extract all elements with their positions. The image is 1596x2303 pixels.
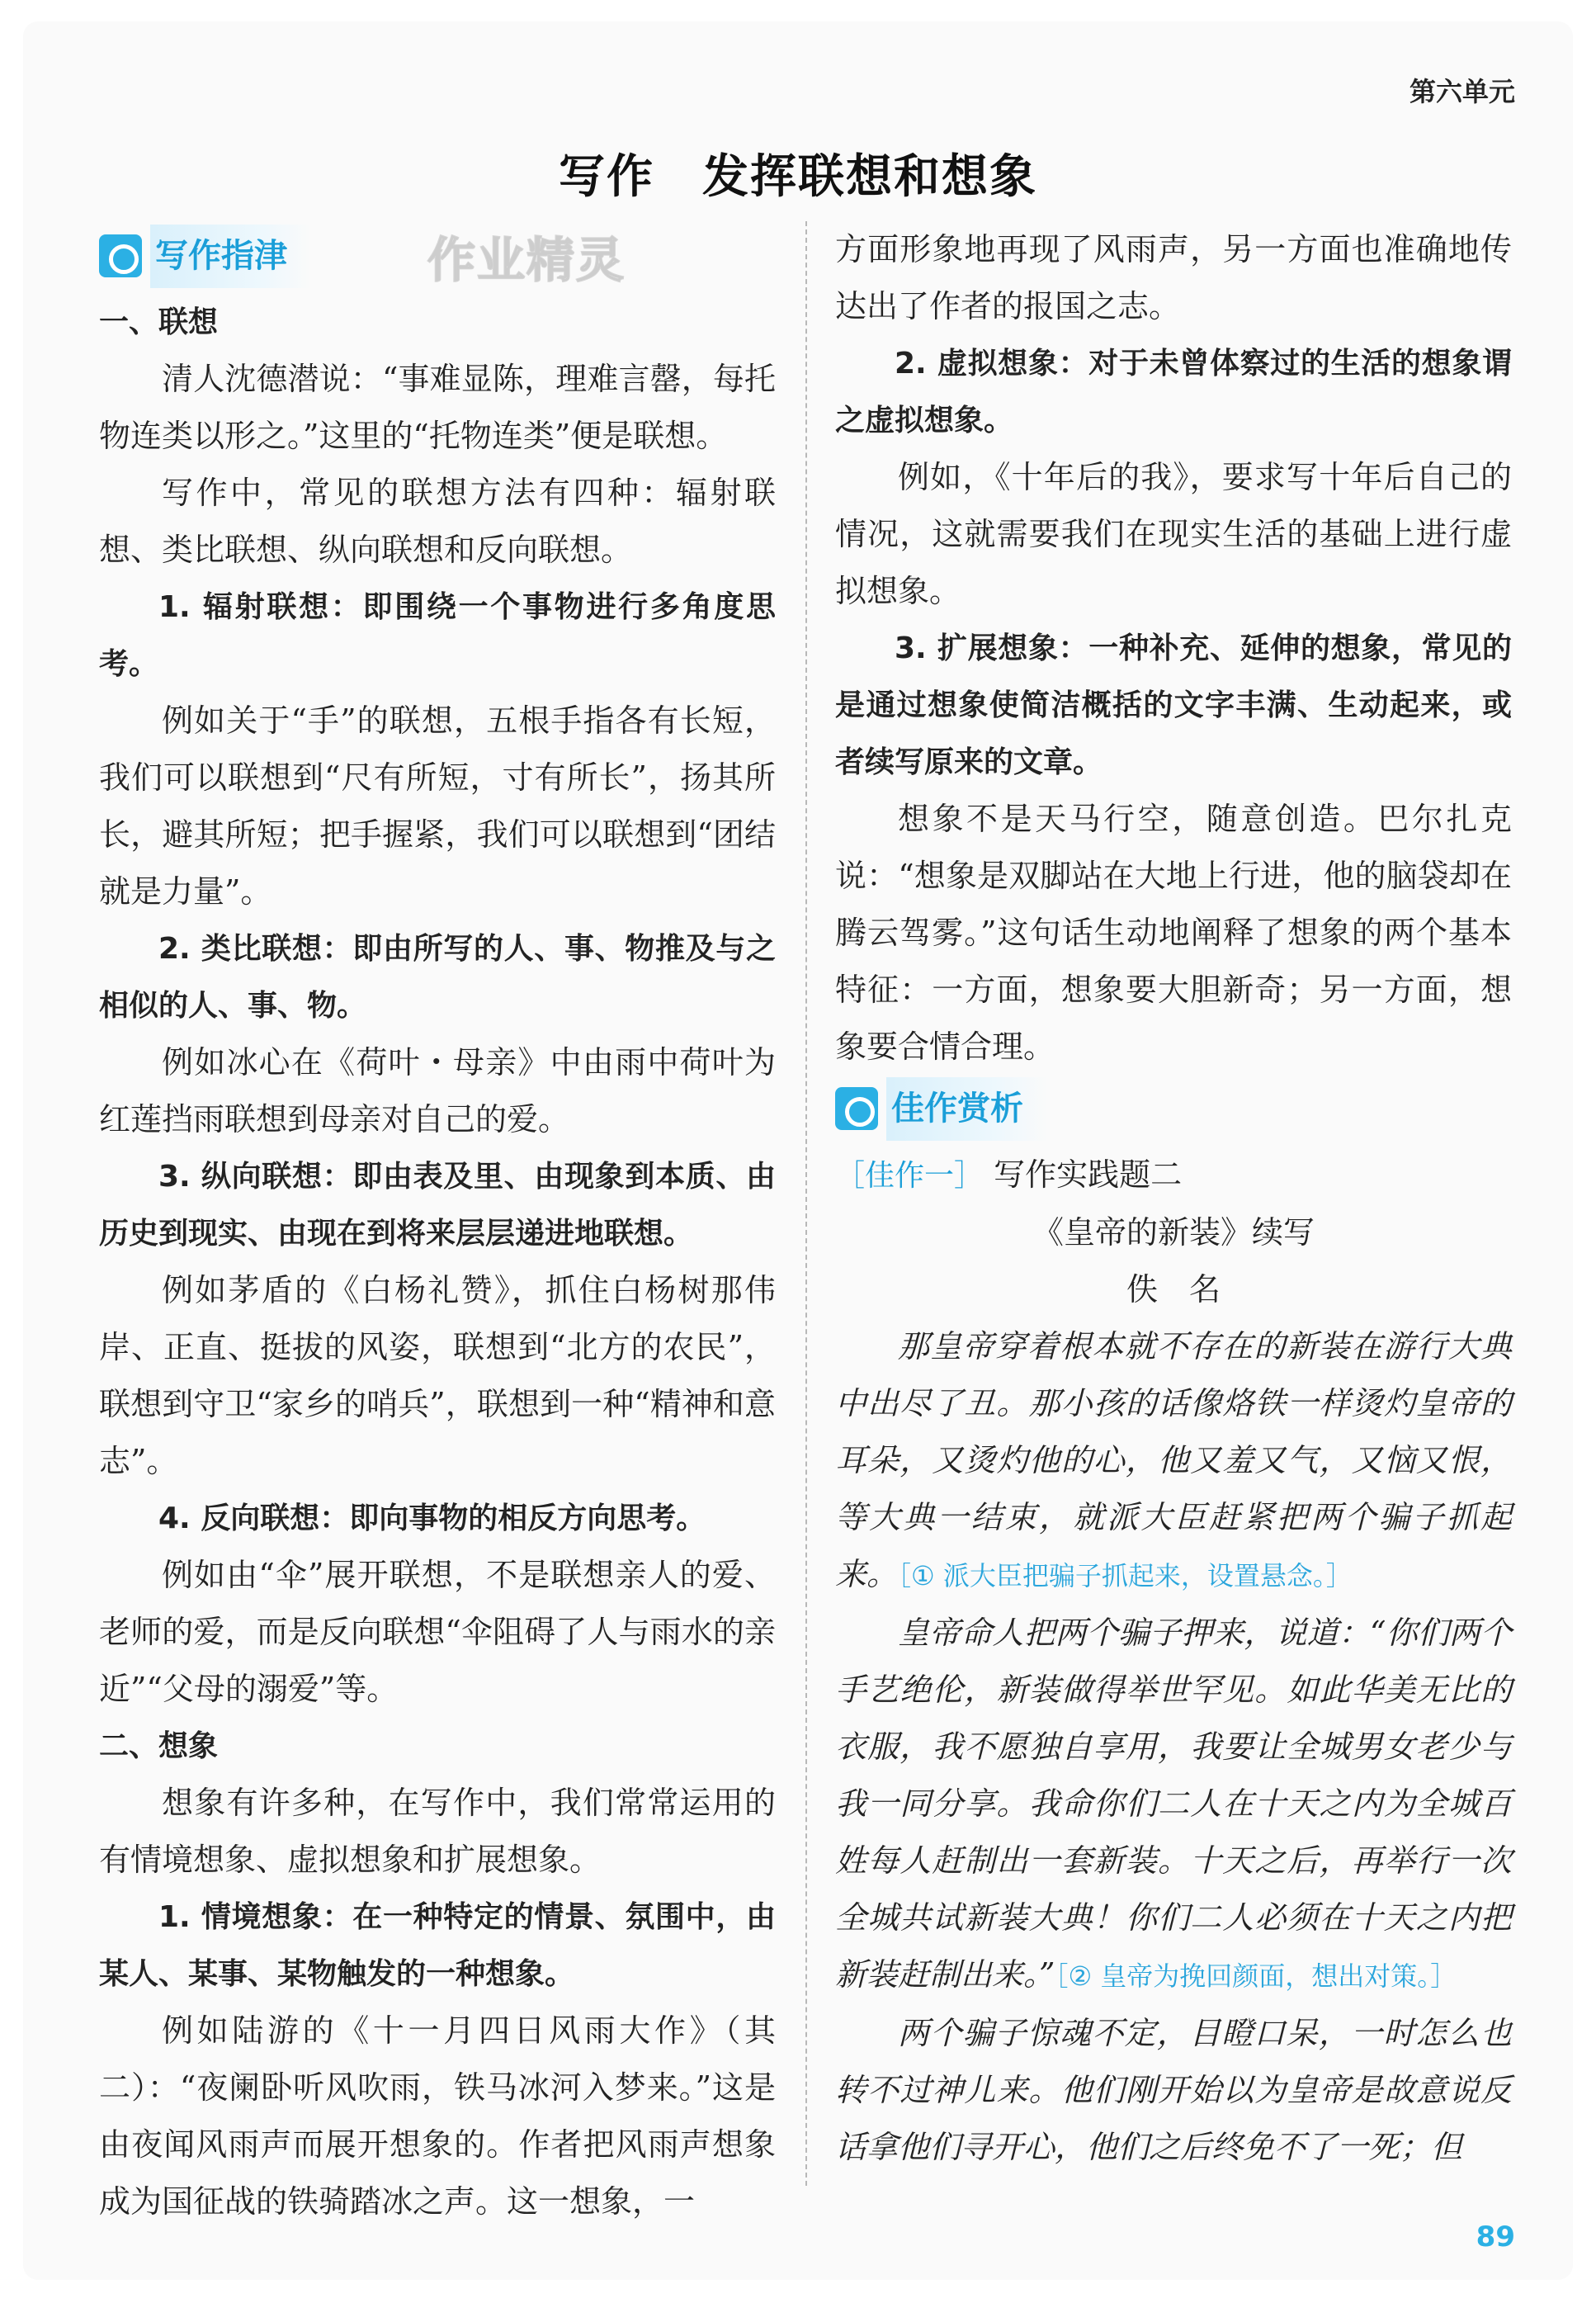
subheading: 3. 扩展想象：一种补充、延伸的想象，常见的是通过想象使简洁概括的文字丰满、生动起来，或者续写原来的文章。 (835, 631, 1512, 779)
essay-paragraph (835, 1318, 1512, 1605)
writing-guide-icon (99, 234, 142, 277)
essay-tag-title: 写作实践题二 (994, 1156, 1183, 1193)
subheading: 4. 反向联想：即向事物的相反方向思考。 (158, 1501, 706, 1535)
essay-text: 皇帝命人把两个骗子押来，说道：“你们两个手艺绝伦，新装做得举世罕见。如此华美无比的衣服，我不愿独自享用，我要让全城男女老少与我一同分享。我命你们二人在十天之内为全城百姓每人赶制出一套新装。十天之后，再举行一次全城共试新装大典！你们二人必须在十天之内把新装赶制出来。” (835, 1615, 1512, 1993)
subheading: 3. 纵向联想：即由表及里、由现象到本质、由历史到现实、由现在到将来层层递进地联想。 (99, 1160, 776, 1251)
section-label: 佳作赏析 (886, 1077, 1048, 1141)
page-number: 89 (1476, 2220, 1515, 2253)
essay-paragraph: 两个骗子惊魂不定，目瞪口呆，一时怎么也转不过神儿来。他们刚开始以为皇帝是故意说反话拿他们寻开心，他们之后终免不了一死；但 (835, 2015, 1512, 2165)
paragraph: 例如茅盾的《白杨礼赞》，抓住白杨树那伟岸、正直、挺拔的风姿，联想到“北方的农民”，联想到守卫“家乡的哨兵”，联想到一种“精神和意志”。 (99, 1272, 776, 1479)
annotation-note: ［② 皇帝为挽回颜面，想出对策。］ (1055, 1960, 1457, 1992)
heading-association: 一、联想 (99, 305, 219, 339)
subheading: 2. 类比联想：即由所写的人、事、物推及与之相似的人、事、物。 (99, 932, 776, 1023)
paragraph: 例如陆游的《十一月四日风雨大作》（其二）：“夜阑卧听风吹雨，铁马冰河入梦来。”这是由夜闻风雨声而展开想象的。作者把风雨声想象成为国征战的铁骑踏冰之声。这一想象，一 (99, 2012, 776, 2220)
paragraph: 例如关于“手”的联想，五根手指各有长短，我们可以联想到“尺有所短，寸有所长”，扬其所长，避其所短；把手握紧，我们可以联想到“团结就是力量”。 (99, 702, 776, 910)
paragraph: 写作中，常见的联想方法有四种：辐射联想、类比联想、纵向联想和反向联想。 (99, 475, 776, 568)
essay-title: 《皇帝的新装》续写 (1032, 1214, 1315, 1251)
essay-text: 那皇帝穿着根本就不存在的新装在游行大典中出尽了丑。那小孩的话像烙铁一样烫灼皇帝的耳朵，又烫灼他的心，他又羞又气，又恼又恨，等大典一结束，就派大臣赶紧把两个骗子抓起来。 (835, 1328, 1512, 1592)
paragraph: 清人沈德潜说：“事难显陈，理难言罄，每托物连类以形之。”这里的“托物连类”便是联想。 (99, 361, 776, 454)
paragraph: 例如由“伞”展开联想，不是联想亲人的爱、老师的爱，而是反向联想“伞阻碍了人与雨水的亲近”“父母的溺爱”等。 (99, 1557, 776, 1707)
page-title: 写作 发挥联想和想象 (559, 149, 1037, 204)
column-divider (805, 221, 807, 2186)
section-header-writing-guide (99, 223, 776, 289)
excellent-works-icon (835, 1087, 878, 1130)
annotation-note: ［① 派大臣把骗子抓起来，设置悬念。］ (898, 1560, 1353, 1591)
section-label: 写作指津 (150, 225, 312, 288)
subheading: 1. 辐射联想：即围绕一个事物进行多角度思考。 (99, 590, 776, 681)
section-header-excellent-works (835, 1076, 1512, 1142)
watermark: 作业精灵 (427, 232, 626, 288)
right-column (835, 221, 1512, 2176)
paragraph: 想象有许多种，在写作中，我们常常运用的有情境想象、虚拟想象和扩展想象。 (99, 1785, 776, 1878)
subheading: 2. 虚拟想象：对于未曾体察过的生活的想象谓之虚拟想象。 (835, 347, 1512, 437)
essay-tag-line (835, 1147, 1512, 1204)
paragraph: 方面形象地再现了风雨声，另一方面也准确地传达出了作者的报国之志。 (835, 231, 1512, 324)
essay-author: 佚 名 (1126, 1271, 1221, 1308)
left-column (99, 223, 776, 2230)
paragraph: 想象不是天马行空，随意创造。巴尔扎克说：“想象是双脚站在大地上行进，他的脑袋却在腾云驾雾。”这句话生动地阐释了想象的两个基本特征：一方面，想象要大胆新奇；另一方面，想象要合情合理。 (835, 801, 1512, 1065)
paragraph: 例如冰心在《荷叶・母亲》中由雨中荷叶为红莲挡雨联想到母亲对自己的爱。 (99, 1044, 776, 1137)
essay-paragraph (835, 1605, 1512, 2005)
unit-label: 第六单元 (1409, 76, 1515, 107)
subheading: 1. 情境想象：在一种特定的情景、氛围中，由某人、某事、某物触发的一种想象。 (99, 1900, 776, 1991)
essay-tag: ［佳作一］ (835, 1159, 985, 1193)
heading-imagination: 二、想象 (99, 1729, 219, 1763)
paragraph: 例如，《十年后的我》，要求写十年后自己的情况，这就需要我们在现实生活的基础上进行虚拟想象。 (835, 459, 1512, 609)
